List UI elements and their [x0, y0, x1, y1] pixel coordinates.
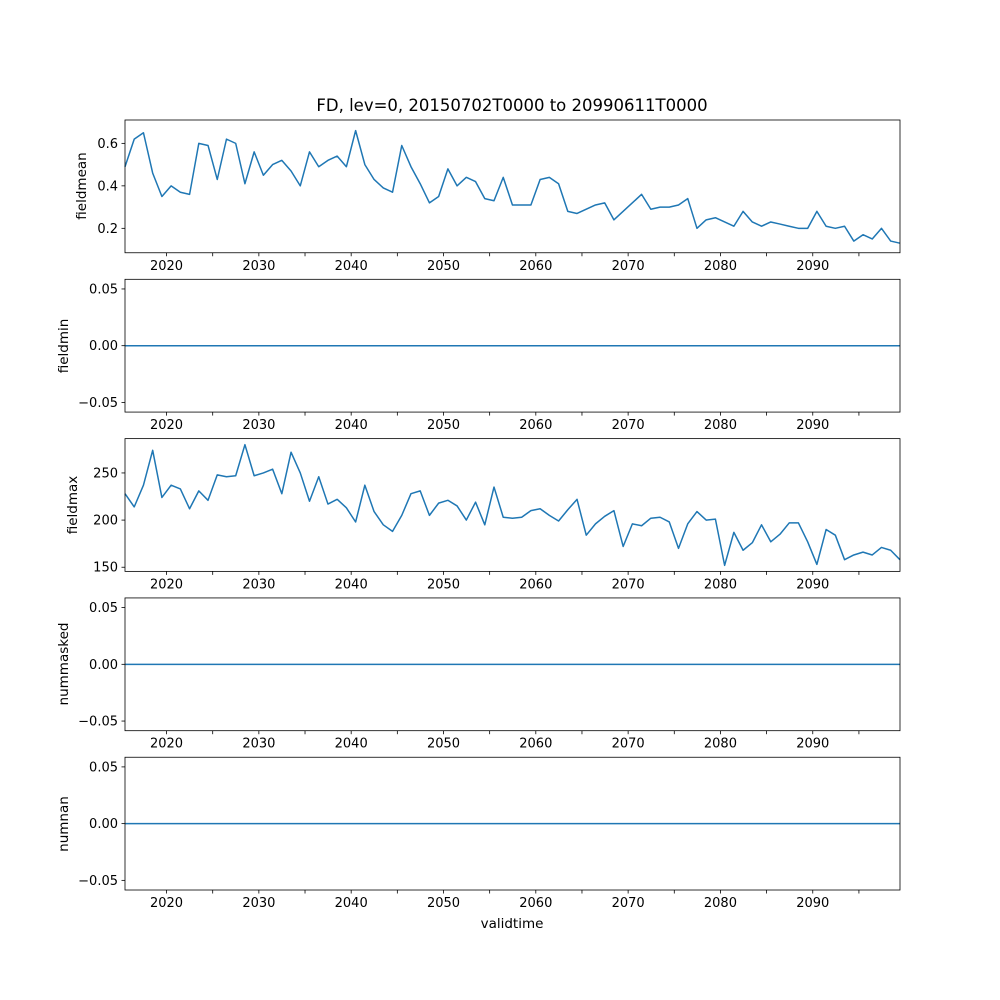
x-tick-label: 2080 [703, 258, 737, 274]
x-tick-label: 2040 [334, 418, 368, 434]
y-tick-label: −0.05 [78, 873, 118, 889]
x-tick-label: 2040 [334, 258, 368, 274]
ylabel-fieldmax: fieldmax [65, 475, 81, 535]
x-tick-label: 2050 [426, 258, 461, 274]
x-tick-label: 2050 [426, 736, 461, 752]
x-tick-label: 2080 [703, 577, 737, 593]
y-tick-label: 0.2 [97, 221, 118, 237]
x-tick-label: 2070 [611, 258, 645, 274]
x-tick-label: 2020 [149, 577, 184, 593]
x-tick-label: 2090 [796, 896, 830, 912]
x-tick-label: 2020 [149, 896, 184, 912]
y-tick-label: 0.05 [89, 282, 118, 298]
x-tick-label: 2050 [426, 418, 461, 434]
x-tick-label: 2090 [796, 736, 830, 752]
x-tick-label: 2060 [519, 577, 553, 593]
x-tick-label: 2060 [519, 896, 553, 912]
x-tick-label: 2040 [334, 577, 368, 593]
x-tick-label: 2080 [703, 418, 737, 434]
x-tick-label: 2050 [426, 577, 461, 593]
figure-title: FD, lev=0, 20150702T0000 to 20990611T0000 [316, 96, 708, 115]
x-tick-label: 2020 [149, 418, 184, 434]
x-tick-label: 2070 [611, 896, 645, 912]
y-tick-label: 200 [93, 513, 118, 529]
y-tick-label: 250 [93, 466, 118, 482]
x-tick-label: 2020 [149, 736, 184, 752]
x-tick-label: 2090 [796, 258, 830, 274]
y-tick-label: 0.4 [97, 179, 118, 195]
xlabel-validtime: validtime [480, 916, 544, 932]
y-tick-label: 0.00 [89, 657, 118, 673]
y-tick-label: 0.6 [97, 136, 118, 152]
x-tick-label: 2070 [611, 418, 645, 434]
fieldmean-axes [125, 120, 900, 253]
x-tick-label: 2030 [242, 258, 276, 274]
x-tick-label: 2080 [703, 736, 737, 752]
x-tick-label: 2040 [334, 896, 368, 912]
x-tick-label: 2040 [334, 736, 368, 752]
ylabel-numnan: numnan [56, 796, 72, 852]
y-tick-label: 150 [93, 560, 118, 576]
ylabel-fieldmin: fieldmin [56, 318, 72, 374]
y-tick-label: 0.00 [89, 817, 118, 833]
x-tick-label: 2030 [242, 577, 276, 593]
x-tick-label: 2050 [426, 896, 461, 912]
fieldmean-line [125, 131, 900, 244]
x-tick-label: 2030 [242, 418, 276, 434]
x-tick-label: 2070 [611, 577, 645, 593]
ylabel-nummasked: nummasked [56, 622, 72, 706]
x-tick-label: 2080 [703, 896, 737, 912]
fieldmax-line [125, 445, 900, 566]
x-tick-label: 2020 [149, 258, 184, 274]
x-tick-label: 2090 [796, 577, 830, 593]
y-tick-label: 0.05 [89, 760, 118, 776]
x-tick-label: 2030 [242, 896, 276, 912]
y-tick-label: −0.05 [78, 395, 118, 411]
x-tick-label: 2060 [519, 418, 553, 434]
ylabel-fieldmean: fieldmean [74, 152, 90, 220]
x-tick-label: 2060 [519, 736, 553, 752]
x-tick-label: 2030 [242, 736, 276, 752]
x-tick-label: 2090 [796, 418, 830, 434]
x-tick-label: 2060 [519, 258, 553, 274]
y-tick-label: 0.05 [89, 601, 118, 617]
y-tick-label: 0.00 [89, 339, 118, 355]
x-tick-label: 2070 [611, 736, 645, 752]
y-tick-label: −0.05 [78, 714, 118, 730]
